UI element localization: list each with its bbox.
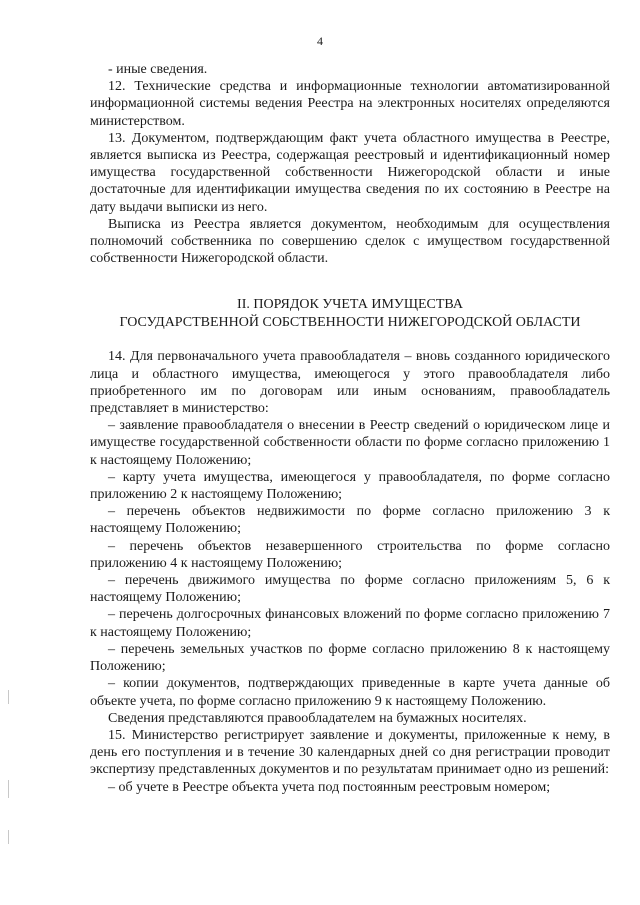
- margin-mark: [8, 780, 9, 798]
- list-item: – карту учета имущества, имеющегося у правообладателя, по форме согласно приложению 2 к настоящему Положению;: [90, 469, 610, 503]
- paragraph-12: 12. Технические средства и информационные технологии автоматизированной информационной системы ведения Реестра на электронных носителях определяются министерством.: [90, 79, 610, 129]
- list-item: – копии документов, подтверждающих приведенные в карте учета данные об объекте учета, по форме согласно приложению 9 к настоящему Положению.: [90, 676, 610, 709]
- list-item: – перечень долгосрочных финансовых вложений по форме согласно приложению 7 к настоящему Положению;: [90, 607, 610, 640]
- list-item: – заявление правообладателя о внесении в Реестр сведений о юридическом лице и имуществе государственной собственности области по форме согласно приложению 1 к настоящему Положению;: [90, 418, 610, 468]
- section-title-line-1: II. ПОРЯДОК УЧЕТА ИМУЩЕСТВА: [237, 297, 463, 313]
- list-item: – перечень земельных участков по форме согласно приложению 8 к настоящему Положению;: [90, 641, 610, 675]
- spacer: [90, 267, 610, 296]
- paragraph-14: 14. Для первоначального учета правообладателя – вновь созданного юридического лица и областного имущества, имеющегося у этого правообладателя либо приобретенного им по договорам или иным основаниям, правообладатель представляет в министерство:: [90, 349, 610, 417]
- list-item: – об учете в Реестре объекта учета под постоянным реестровым номером;: [108, 779, 551, 795]
- paragraph-15: 15. Министерство регистрирует заявление и документы, приложенные к нему, в день его поступления и в течение 30 календарных дней со дня регистрации проводит экспертизу представленных документов и по результатам принимает одно из решений:: [90, 727, 610, 778]
- paragraph-other-info: - иные сведения.: [108, 62, 208, 77]
- document-body: [90, 61, 610, 796]
- list-item: – перечень объектов незавершенного строительства по форме согласно приложению 4 к настоящему Положению;: [90, 538, 610, 571]
- page-number: 4: [317, 34, 323, 48]
- spacer: [90, 331, 610, 348]
- section-title-line-2: ГОСУДАРСТВЕННОЙ СОБСТВЕННОСТИ НИЖЕГОРОДСКОЙ ОБЛАСТИ: [119, 314, 581, 330]
- paragraph-paper-note: Сведения представляются правообладателем на бумажных носителях.: [108, 710, 527, 726]
- margin-mark: [8, 690, 9, 704]
- list-item: – перечень объектов недвижимости по форме согласно приложению 3 к настоящему Положению;: [90, 504, 610, 537]
- paragraph-13-extract: Выписка из Реестра является документом, необходимым для осуществления полномочий собственника по совершению сделок с имуществом государственной собственности Нижегородской области.: [90, 216, 610, 267]
- margin-mark: [8, 830, 9, 844]
- list-item: – перечень движимого имущества по форме согласно приложениям 5, 6 к настоящему Положению;: [90, 573, 610, 606]
- paragraph-13: 13. Документом, подтверждающим факт учета областного имущества в Реестре, является выписка из Реестра, содержащая реестровый и идентификационный номер имущества государственной собственности Нижегородской области и иные достаточные для идентификации имущества сведения по их состоянию в Реестре на дату выдачи выписки из него.: [90, 130, 610, 215]
